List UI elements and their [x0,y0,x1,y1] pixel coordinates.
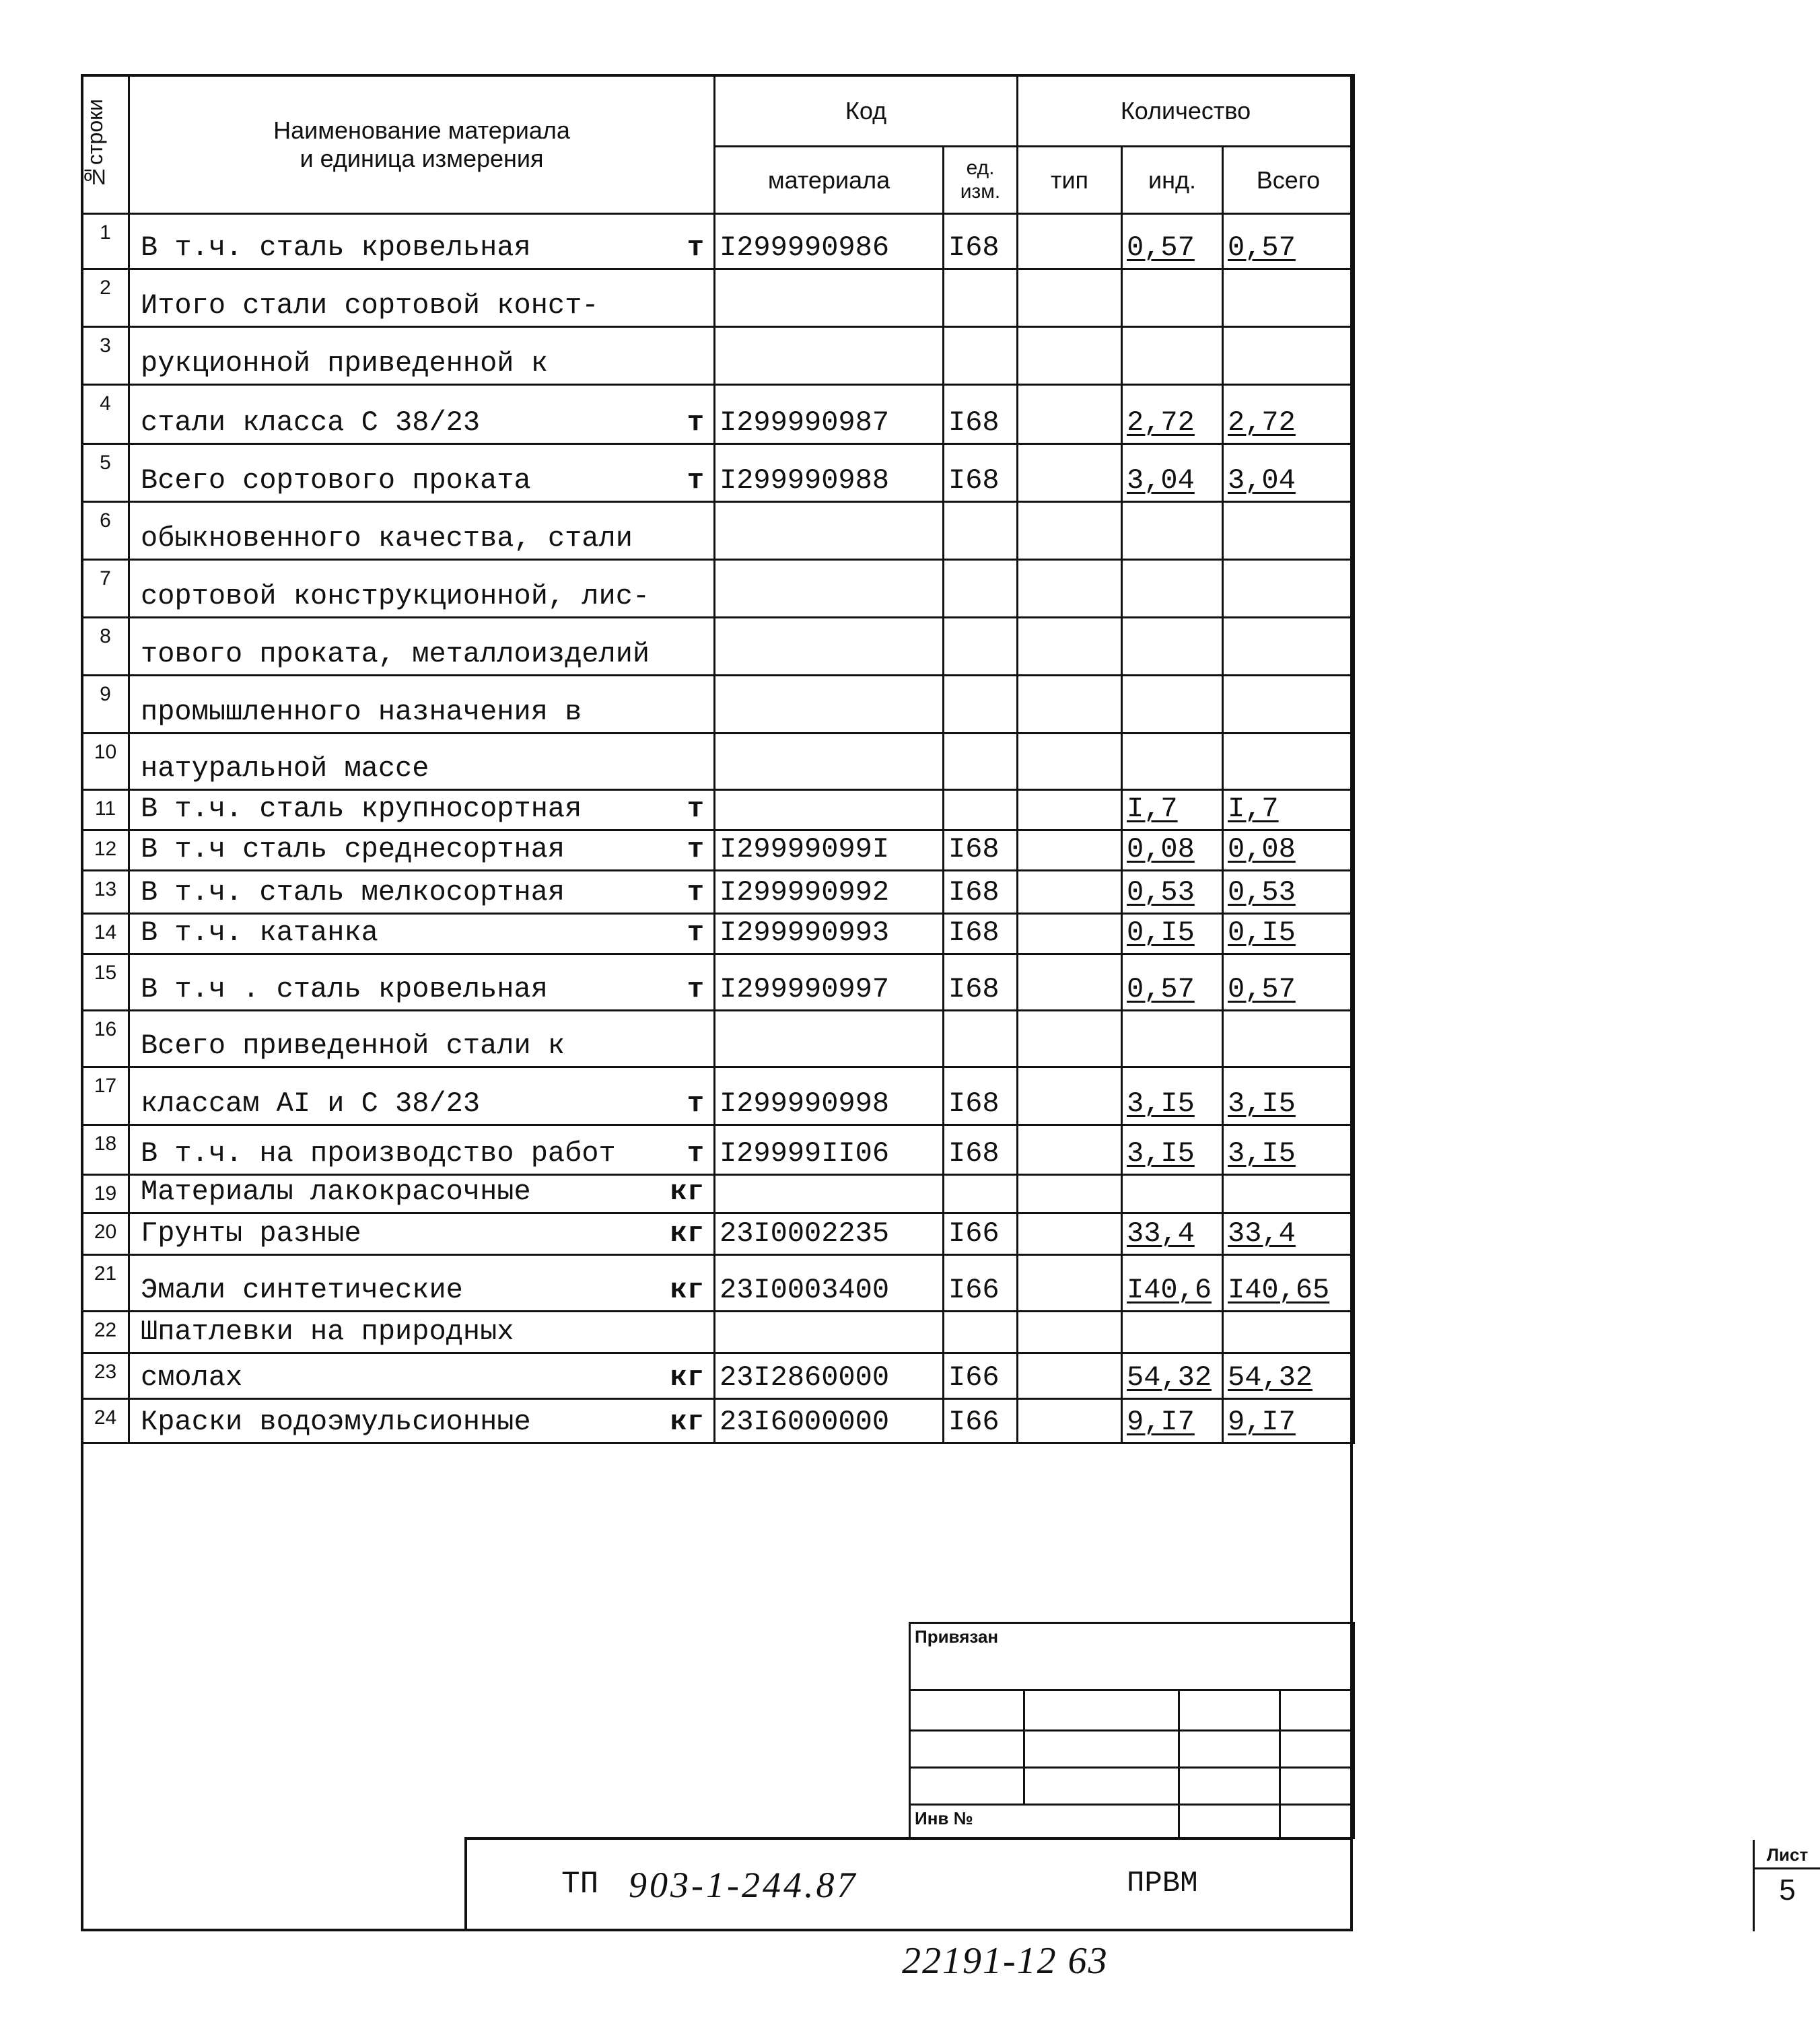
material-code [715,502,944,560]
row-number: 10 [82,734,129,790]
table-row [82,618,1354,676]
table-row [82,1312,1354,1353]
material-name-text: классам АI и С 38/23 [141,1087,481,1120]
type-value [1018,1399,1122,1443]
material-name-text: В т.ч. сталь мелкосортная [141,876,565,908]
table-row [82,914,1354,954]
row-number: 8 [82,618,129,676]
ind-quantity [1122,502,1223,560]
table-row [82,676,1354,734]
material-name [129,269,715,327]
material-name [129,1175,715,1213]
total-quantity: 54,32 [1223,1353,1354,1399]
stamp-cell [1179,1731,1280,1768]
unit-code [944,1175,1018,1213]
unit-code [944,1011,1018,1067]
row-number: 2 [82,269,129,327]
unit-code [944,560,1018,618]
header-type: тип [1018,147,1122,214]
material-name [129,1125,715,1175]
material-name [129,1255,715,1312]
table-row [82,790,1354,830]
unit-code: I68 [944,830,1018,871]
table-row [82,269,1354,327]
table-row [82,385,1354,444]
unit-code [944,327,1018,385]
measure-unit: т [687,1087,704,1120]
table-row [82,1125,1354,1175]
measure-unit: т [687,793,704,825]
stamp-cell [910,1731,1024,1768]
ind-quantity [1122,1175,1223,1213]
row-number: 6 [82,502,129,560]
type-value [1018,734,1122,790]
stamp-cell [1179,1805,1280,1838]
table-row [82,560,1354,618]
material-name [129,830,715,871]
material-code: I299990992 [715,871,944,914]
row-number: 22 [82,1312,129,1353]
total-quantity [1223,676,1354,734]
measure-unit: кг [670,1274,704,1306]
table-body [82,214,1354,1443]
table-row [82,327,1354,385]
ind-quantity: 0,53 [1122,871,1223,914]
ind-quantity: 9,I7 [1122,1399,1223,1443]
unit-code [944,618,1018,676]
archive-number: 22191-12 63 [902,1940,1109,1982]
header-ind: инд. [1122,147,1223,214]
row-number: 9 [82,676,129,734]
table-row [82,734,1354,790]
type-value [1018,914,1122,954]
sheet-number: 5 [1779,1873,1796,1906]
type-value [1018,1067,1122,1125]
header-unit: ед. изм. [944,147,1018,214]
row-number: 11 [82,790,129,830]
material-name-text: Всего приведенной стали к [141,1030,565,1062]
material-name [129,214,715,269]
total-quantity [1223,1175,1354,1213]
total-quantity: 2,72 [1223,385,1354,444]
unit-code: I68 [944,385,1018,444]
material-code [715,327,944,385]
material-name-text: Грунты разные [141,1217,361,1250]
unit-code [944,734,1018,790]
material-name-text: промышленного назначения в [141,696,582,728]
doc-prefix: ТП [561,1867,599,1902]
ind-quantity: 54,32 [1122,1353,1223,1399]
stamp-cell [1179,1690,1280,1731]
row-number: 15 [82,954,129,1011]
material-name-text: Всего сортового проката [141,464,531,497]
unit-code: I66 [944,1255,1018,1312]
ind-quantity: I,7 [1122,790,1223,830]
type-value [1018,560,1122,618]
attached-label: Привязан [910,1623,1354,1690]
sheet-box [1753,1840,1820,1931]
ind-quantity [1122,1011,1223,1067]
main-stamp [464,1837,1809,1931]
ind-quantity: 0,57 [1122,214,1223,269]
material-name [129,1312,715,1353]
header-quantity: Количество [1018,75,1354,147]
material-code [715,560,944,618]
type-value [1018,790,1122,830]
material-code: I29999099I [715,830,944,871]
inv-label: Инв № [910,1805,1179,1838]
stamp-cell [1179,1768,1280,1805]
ind-quantity: 33,4 [1122,1213,1223,1255]
measure-unit: кг [670,1406,704,1438]
material-name [129,914,715,954]
stamp-cell [1280,1768,1354,1805]
material-code: I29999II06 [715,1125,944,1175]
material-code [715,1312,944,1353]
row-number: 21 [82,1255,129,1312]
total-quantity: I40,65 [1223,1255,1354,1312]
ind-quantity [1122,327,1223,385]
total-quantity [1223,327,1354,385]
ind-quantity: I40,6 [1122,1255,1223,1312]
measure-unit: т [687,406,704,439]
doc-code: 903-1-244.87 [629,1865,858,1905]
unit-code: I68 [944,954,1018,1011]
table-row [82,830,1354,871]
material-name-text: В т.ч. катанка [141,917,378,949]
row-number: 12 [82,830,129,871]
type-value [1018,1213,1122,1255]
unit-code: I68 [944,871,1018,914]
ind-quantity [1122,560,1223,618]
header-material-code: материала [715,147,944,214]
stamp-cell [910,1690,1024,1731]
ind-quantity: 0,57 [1122,954,1223,1011]
material-name [129,1213,715,1255]
unit-code [944,1312,1018,1353]
table-row [82,1067,1354,1125]
total-quantity: 0,57 [1223,214,1354,269]
type-value [1018,830,1122,871]
material-name-text: рукционной приведенной к [141,347,548,380]
material-name-text: смолах [141,1361,243,1394]
material-name-text: сортовой конструкционной, лис- [141,580,650,612]
material-name-text: тового проката, металлоизделий [141,638,650,670]
table-row [82,1353,1354,1399]
material-name-text: Шпатлевки на природных [141,1316,514,1348]
table-row [82,954,1354,1011]
measure-unit: т [687,876,704,908]
material-name [129,954,715,1011]
type-value [1018,385,1122,444]
material-code: I299990986 [715,214,944,269]
material-name [129,560,715,618]
material-name [129,1011,715,1067]
measure-unit: кг [670,1361,704,1394]
table-row [82,1399,1354,1443]
material-name [129,502,715,560]
material-name [129,385,715,444]
unit-code: I66 [944,1399,1018,1443]
sheet-label: Лист [1755,1840,1820,1869]
type-value [1018,327,1122,385]
material-code: 23I0003400 [715,1255,944,1312]
unit-code: I68 [944,914,1018,954]
material-code: I299990998 [715,1067,944,1125]
stamp-cell [1280,1731,1354,1768]
total-quantity: 0,I5 [1223,914,1354,954]
material-name [129,790,715,830]
ind-quantity: 0,08 [1122,830,1223,871]
row-number: 19 [82,1175,129,1213]
total-quantity: 3,I5 [1223,1067,1354,1125]
material-name [129,1399,715,1443]
type-value [1018,1312,1122,1353]
doc-section: ПРВМ [1127,1867,1198,1900]
row-number: 7 [82,560,129,618]
total-quantity: 0,57 [1223,954,1354,1011]
table-row [82,1011,1354,1067]
ind-quantity [1122,269,1223,327]
row-number: 4 [82,385,129,444]
unit-code: I66 [944,1213,1018,1255]
material-name-text: В т.ч. сталь кровельная [141,231,531,264]
row-number: 1 [82,214,129,269]
material-name-text: В т.ч . сталь кровельная [141,973,548,1005]
type-value [1018,1175,1122,1213]
total-quantity [1223,618,1354,676]
ind-quantity [1122,1312,1223,1353]
total-quantity [1223,734,1354,790]
type-value [1018,1353,1122,1399]
unit-code [944,790,1018,830]
table-row [82,871,1354,914]
header-code: Код [715,75,1018,147]
total-quantity: I,7 [1223,790,1354,830]
measure-unit: кг [670,1176,704,1208]
header-material-name [129,75,715,214]
header-row-number: №строки [82,75,129,214]
measure-unit: т [687,1137,704,1170]
measure-unit: кг [670,1217,704,1250]
material-code [715,734,944,790]
row-number: 23 [82,1353,129,1399]
material-name-text: Материалы лакокрасочные [141,1176,531,1208]
row-number: 14 [82,914,129,954]
material-name [129,676,715,734]
material-name [129,1353,715,1399]
measure-unit: т [687,833,704,865]
row-number: 3 [82,327,129,385]
material-code: 23I6000000 [715,1399,944,1443]
total-quantity [1223,1312,1354,1353]
material-name [129,327,715,385]
unit-code: I68 [944,444,1018,502]
material-code [715,269,944,327]
unit-code: I66 [944,1353,1018,1399]
unit-code [944,676,1018,734]
binding-stamp [909,1622,1355,1839]
material-name-text: натуральной массе [141,752,429,785]
material-code: I299990988 [715,444,944,502]
material-code: 23I0002235 [715,1213,944,1255]
measure-unit: т [687,231,704,264]
material-name [129,1067,715,1125]
material-code [715,1011,944,1067]
type-value [1018,618,1122,676]
stamp-cell [1024,1690,1179,1731]
unit-code: I68 [944,214,1018,269]
total-quantity: 9,I7 [1223,1399,1354,1443]
ind-quantity: 0,I5 [1122,914,1223,954]
material-code: I299990997 [715,954,944,1011]
unit-code: I68 [944,1067,1018,1125]
row-number: 13 [82,871,129,914]
row-number: 20 [82,1213,129,1255]
total-quantity [1223,560,1354,618]
header-name-line1: Наименование материала [273,116,570,145]
table-row [82,444,1354,502]
material-code [715,676,944,734]
table-row [82,1213,1354,1255]
ind-quantity [1122,676,1223,734]
material-name-text: В т.ч. на производство работ [141,1137,616,1170]
material-code: I299990987 [715,385,944,444]
type-value [1018,502,1122,560]
total-quantity: 3,I5 [1223,1125,1354,1175]
ind-quantity: 3,I5 [1122,1067,1223,1125]
header-name-line2: и единица измерения [300,144,544,172]
stamp-cell [910,1768,1024,1805]
type-value [1018,444,1122,502]
stamp-cell [1024,1768,1179,1805]
row-number: 5 [82,444,129,502]
row-number: 17 [82,1067,129,1125]
material-name-text: Эмали синтетические [141,1274,463,1306]
material-name [129,734,715,790]
row-number: 18 [82,1125,129,1175]
materials-table [81,74,1355,1444]
material-code [715,618,944,676]
material-name [129,618,715,676]
type-value [1018,269,1122,327]
total-quantity [1223,269,1354,327]
total-quantity: 0,08 [1223,830,1354,871]
table-row [82,1175,1354,1213]
row-number: 16 [82,1011,129,1067]
material-name [129,871,715,914]
measure-unit: т [687,464,704,497]
material-code: 23I2860000 [715,1353,944,1399]
material-name-text: стали класса С 38/23 [141,406,481,439]
type-value [1018,676,1122,734]
material-code [715,790,944,830]
type-value [1018,1125,1122,1175]
stamp-cell [1280,1690,1354,1731]
measure-unit: т [687,917,704,949]
material-name-text: В т.ч. сталь крупносортная [141,793,582,825]
stamp-cell [1280,1805,1354,1838]
material-name [129,444,715,502]
material-name-text: Итого стали сортовой конст- [141,289,599,322]
table-row [82,214,1354,269]
stamp-cell [1024,1731,1179,1768]
total-quantity [1223,1011,1354,1067]
material-code: I299990993 [715,914,944,954]
table-row [82,1255,1354,1312]
unit-code [944,502,1018,560]
total-quantity: 0,53 [1223,871,1354,914]
type-value [1018,1011,1122,1067]
unit-code: I68 [944,1125,1018,1175]
ind-quantity [1122,618,1223,676]
unit-code [944,269,1018,327]
header-total: Всего [1223,147,1354,214]
ind-quantity: 3,04 [1122,444,1223,502]
material-name-text: В т.ч сталь среднесортная [141,833,565,865]
total-quantity: 33,4 [1223,1213,1354,1255]
type-value [1018,214,1122,269]
type-value [1018,1255,1122,1312]
type-value [1018,954,1122,1011]
measure-unit: т [687,973,704,1005]
row-number: 24 [82,1399,129,1443]
material-name-text: Краски водоэмульсионные [141,1406,531,1438]
ind-quantity [1122,734,1223,790]
material-name-text: обыкновенного качества, стали [141,522,633,555]
table-row [82,502,1354,560]
total-quantity: 3,04 [1223,444,1354,502]
material-code [715,1175,944,1213]
total-quantity [1223,502,1354,560]
type-value [1018,871,1122,914]
ind-quantity: 3,I5 [1122,1125,1223,1175]
ind-quantity: 2,72 [1122,385,1223,444]
